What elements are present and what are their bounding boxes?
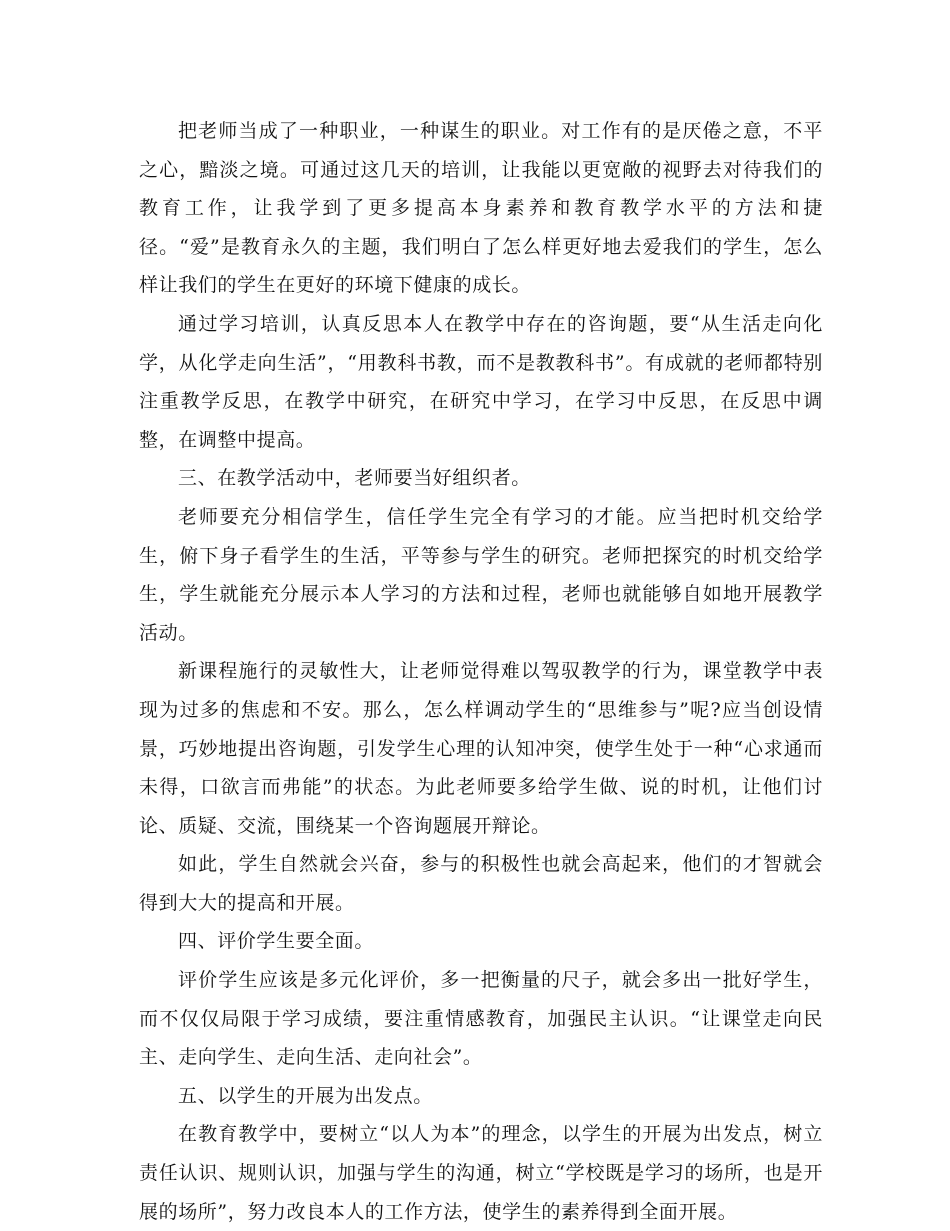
document-body	[139, 112, 823, 1231]
paragraph-2: 通过学习培训，认真反思本人在教学中存在的咨询题，要“从生活走向化学，从化学走向生活”，“用教科书教，而不是教教科书”。有成就的老师都特别注重教学反思，在教学中研究，在研究中学习，在学习中反思，在反思中调整，在调整中提高。	[139, 312, 823, 451]
section-heading-4: 四、评价学生要全面。	[178, 930, 375, 953]
paragraph-4: 老师要充分相信学生，信任学生完全有学习的才能。应当把时机交给学生，俯下身子看学生的生活，平等参与学生的研究。老师把探究的时机交给学生，学生就能充分展示本人学习的方法和过程，老师也就能够自如地开展教学活动。	[139, 505, 823, 644]
paragraph-5: 新课程施行的灵敏性大，让老师觉得难以驾驭教学的行为，课堂教学中表现为过多的焦虑和不安。那么，怎么样调动学生的“思维参与”呢?应当创设情景，巧妙地提出咨询题，引发学生心理的认知冲突，使学生处于一种“心求通而未得，口欲言而弗能”的状态。为此老师要多给学生做、说的时机，让他们讨论、质疑、交流，围绕某一个咨询题展开辩论。	[139, 660, 823, 837]
paragraph-6: 如此，学生自然就会兴奋，参与的积极性也就会高起来，他们的才智就会得到大大的提高和开展。	[139, 853, 823, 914]
paragraph-1: 把老师当成了一种职业，一种谋生的职业。对工作有的是厌倦之意，不平之心，黯淡之境。可通过这几天的培训，让我能以更宽敞的视野去对待我们的教育工作，让我学到了更多提高本身素养和教育教学水平的方法和捷径。“爱”是教育永久的主题，我们明白了怎么样更好地去爱我们的学生，怎么样让我们的学生在更好的环境下健康的成长。	[139, 120, 823, 297]
paragraph-10: 在教育教学中，要树立“以人为本”的理念，以学生的开展为出发点，树立责任认识、规则认识，加强与学生的沟通，树立“学校既是学习的场所，也是开展的场所”，努力改良本人的工作方法，使学生的素养得到全面开展。	[139, 1123, 823, 1223]
section-heading-3: 三、在教学活动中，老师要当好组织者。	[178, 467, 531, 490]
section-heading-5: 五、以学生的开展为出发点。	[178, 1084, 433, 1107]
paragraph-8: 评价学生应该是多元化评价，多一把衡量的尺子，就会多出一批好学生，而不仅仅局限于学习成绩，要注重情感教育，加强民主认识。“让课堂走向民主、走向学生、走向生活、走向社会”。	[139, 969, 823, 1069]
